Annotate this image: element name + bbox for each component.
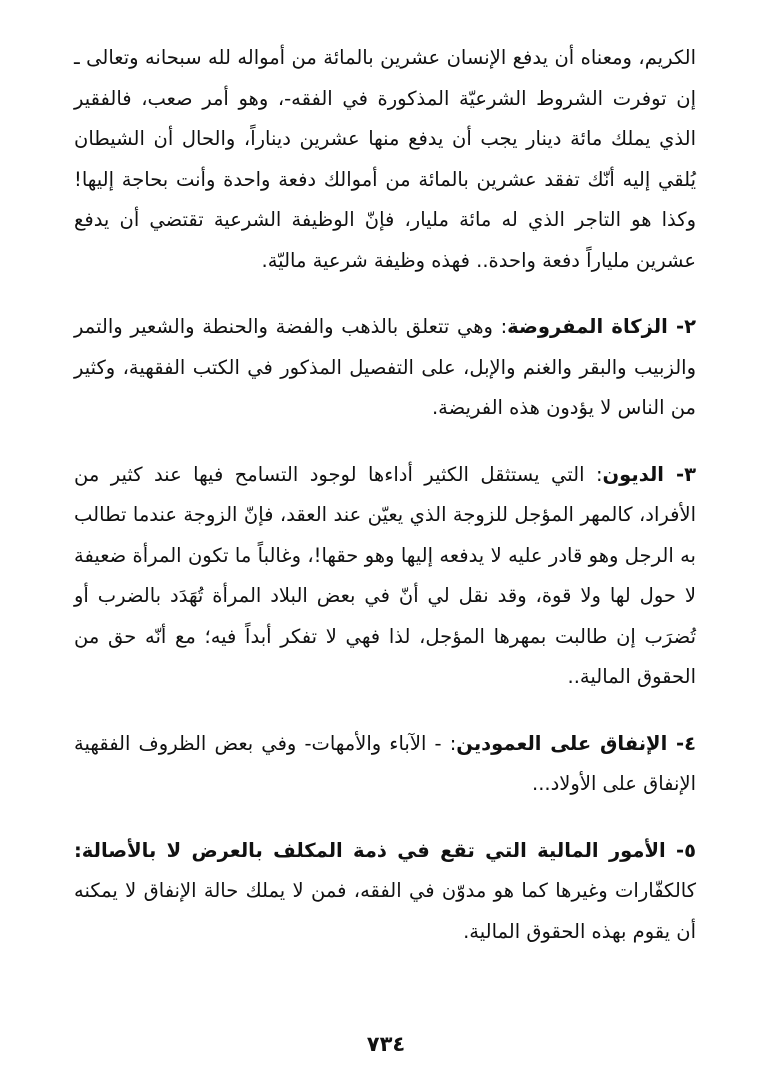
paragraph-debts [74, 455, 696, 698]
paragraph-zakat [74, 307, 696, 429]
page-number: ٧٣٤ [366, 1032, 406, 1056]
paragraph-intro [74, 38, 696, 281]
paragraph-zakat-text: : وهي تتعلق بالذهب والفضة والحنطة والشعير والتمر والزبيب والبقر والغنم والإبل، على التفصيل المذكور في الكتب الفقهية، وكثير من الناس لا يؤدون هذه الفريضة. [74, 315, 696, 419]
paragraph-zakat-heading: ٢- الزكاة المفروضة [507, 315, 696, 338]
paragraph-debts-heading: ٣- الديون [602, 462, 697, 486]
paragraph-spending [74, 724, 696, 805]
paragraph-financial-matters [74, 831, 696, 953]
paragraph-intro-text: الكريم، ومعناه أن يدفع الإنسان عشرين بالمائة من أمواله لله سبحانه وتعالى ـ إن توفرت الشروط الشرعيّة المذكورة في الفقه-، وهو أمر صعب، فالفقير الذي يملك مائة دينار يجب أن يدفع منها عشرين ديناراً، والحال أن الشيطان يُلقي إليه أنّك تفقد عشرين بالمائة من أموالك دفعة واحدة وأنت بحاجة إليها! وكذا هو التاجر الذي له مائة مليار، فإنّ الوظيفة الشرعية تقتضي أن يدفع عشرين ملياراً دفعة واحدة.. فهذه وظيفة شرعية ماليّة. [74, 46, 696, 272]
paragraph-debts-text: : التي يستثقل الكثير أداءها لوجود التسامح فيها عند كثير من الأفراد، كالمهر المؤجل للزوجة الذي يعيّن عند العقد، فإنّ الزوجة عندما تطالب به الرجل وهو قادر عليه لا يدفعه إليها وهو حقها!، وغالباً ما تكون المرأة ضعيفة لا حول لها ولا قوة، وقد نقل لي أنّ في بعض البلاد المرأة تُهَدَد بالضرب أو تُضرَب إن طالبت بمهرها المؤجل، لذا فهي لا تفكر أبداً فيه؛ مع أنّه حق من الحقوق المالية.. [74, 462, 696, 688]
paragraph-financial-matters-text: كالكفّارات وغيرها كما هو مدوّن في الفقه، فمن لا يملك حالة الإنفاق لا يمكنه أن يقوم بهذه الحقوق المالية. [74, 879, 696, 943]
paragraph-spending-heading: ٤- الإنفاق على العمودين [456, 731, 696, 755]
paragraph-financial-matters-heading: ٥- الأمور المالية التي تقع في ذمة المكلف بالعرض لا بالأصالة: [74, 838, 696, 862]
paragraph-spending-text: : - الآباء والأمهات- وفي بعض الظروف الفقهية الإنفاق على الأولاد... [74, 731, 696, 795]
